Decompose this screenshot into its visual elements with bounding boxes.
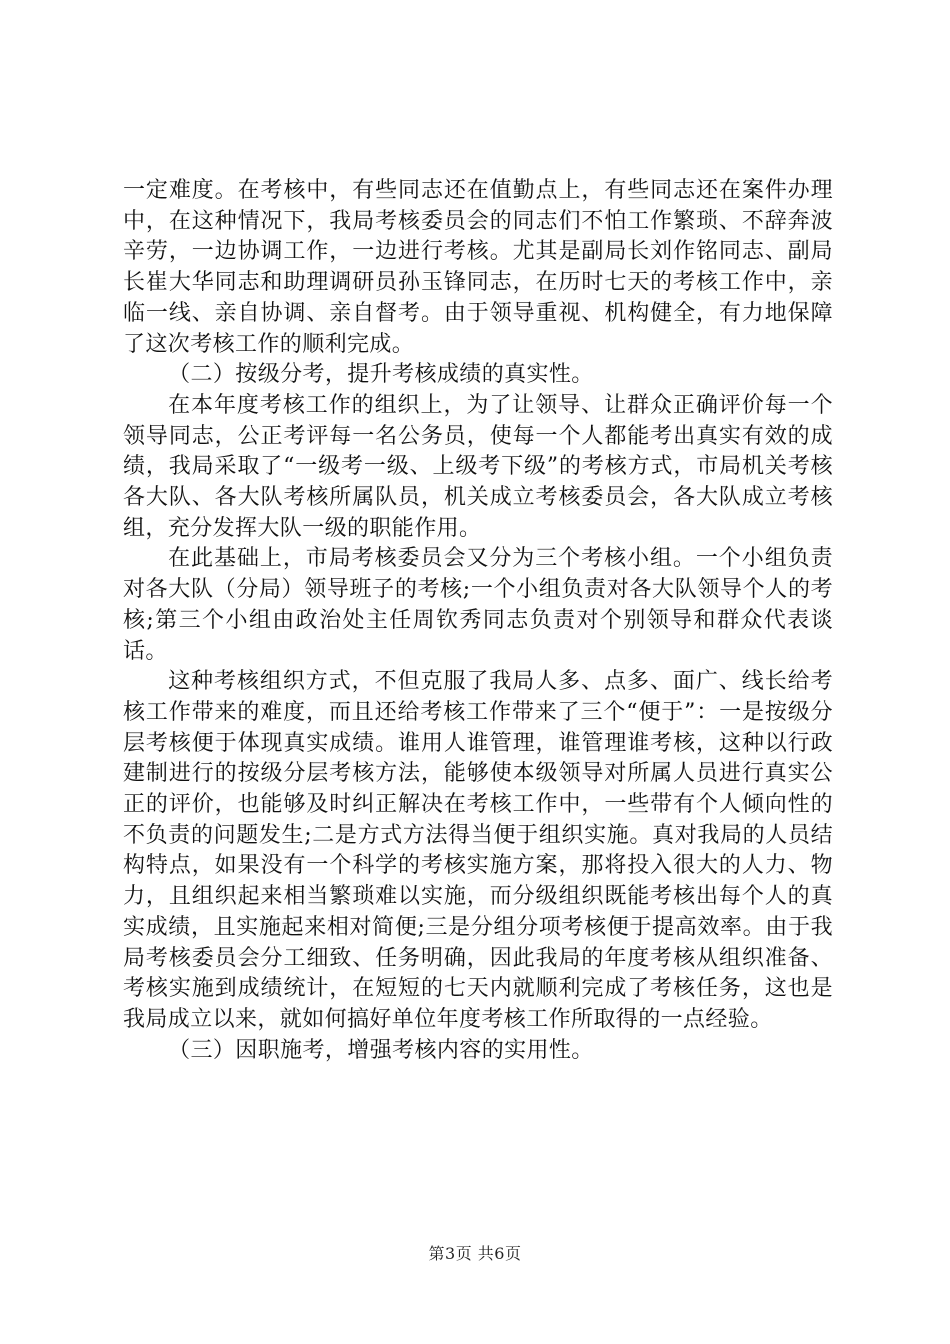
paragraph: 这种考核组织方式，不但克服了我局人多、点多、面广、线长给考核工作带来的难度，而且还给考核工作带来了三个“便于”：一是按级分层考核便于体现真实成绩。谁用人谁管理，谁管理谁考核，这种以行政建制进行的按级分层考核方法，能够使本级领导对所属人员进行真实公正的评价，也能够及时纠正解决在考核工作中，一些带有个人倾向性的不负责的问题发生;二是方式方法得当便于组织实施。真对我局的人员结构特点，如果没有一个科学的考核实施方案，那将投入很大的人力、物力，且组织起来相当繁琐难以实施，而分级组织既能考核出每个人的真实成绩，且实施起来相对简便;三是分组分项考核便于提高效率。由于我局考核委员会分工细致、任务明确，因此我局的年度考核从组织准备、考核实施到成绩统计，在短短的七天内就顺利完成了考核任务，这也是我局成立以来，就如何搞好单位年度考核工作所取得的一点经验。 [123,669,833,1032]
section-heading-2: （二）按级分考，提升考核成绩的真实性。 [168,362,594,388]
paragraph-continued: 一定难度。在考核中，有些同志还在值勤点上，有些同志还在案件办理中，在这种情况下，我局考核委员会的同志们不怕工作繁琐、不辞奔波辛劳，一边协调工作，一边进行考核。尤其是副局长刘作铭同志、副局长崔大华同志和助理调研员孙玉锋同志，在历时七天的考核工作中，亲临一线、亲自协调、亲自督考。由于领导重视、机构健全，有力地保障了这次考核工作的顺利完成。 [123,178,833,357]
document-body [123,176,833,1066]
page-number-footer: 第3页 共6页 [428,1244,522,1263]
section-heading-3: （三）因职施考，增强考核内容的实用性。 [168,1037,594,1063]
paragraph: 在本年度考核工作的组织上，为了让领导、让群众正确评价每一个领导同志，公正考评每一名公务员，使每一个人都能考出真实有效的成绩，我局采取了“一级考一级、上级考下级”的考核方式，市局机关考核各大队、各大队考核所属队员，机关成立考核委员会，各大队成立考核组，充分发挥大队一级的职能作用。 [123,392,833,541]
paragraph: 在此基础上，市局考核委员会又分为三个考核小组。一个小组负责对各大队（分局）领导班子的考核;一个小组负责对各大队领导个人的考核;第三个小组由政治处主任周钦秀同志负责对个别领导和群众代表谈话。 [123,546,833,664]
